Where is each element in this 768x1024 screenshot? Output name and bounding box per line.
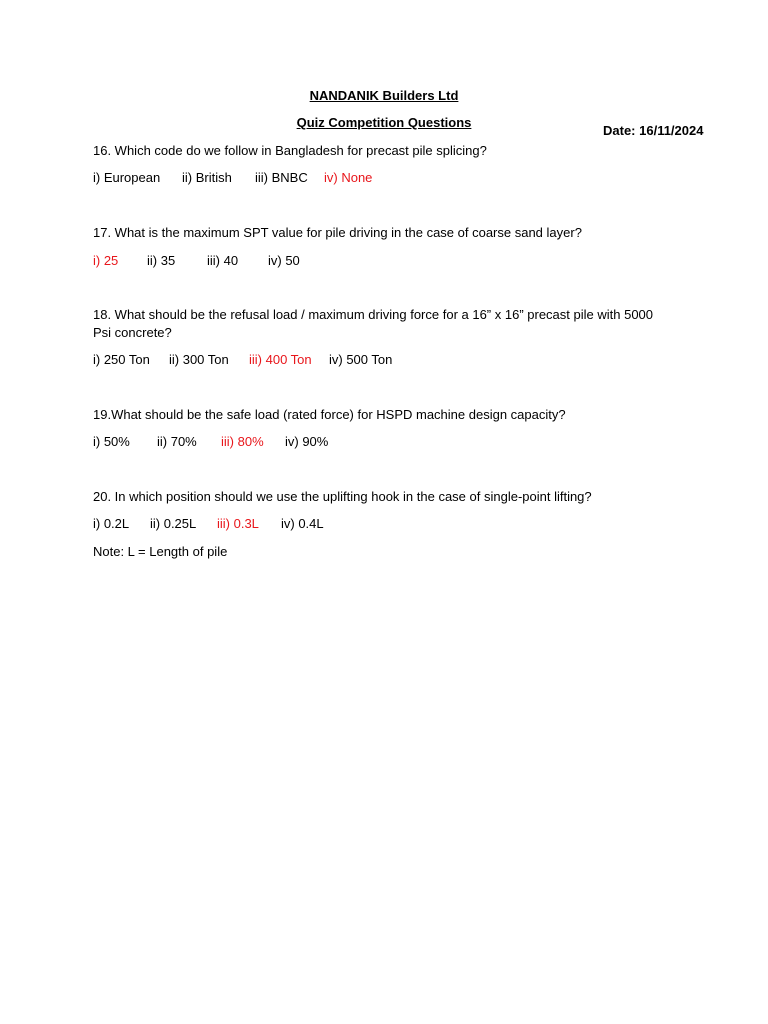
question-18: 18. What should be the refusal load / maximum driving force for a 16” x 16” precast pile with 5000 Psi concrete? — [93, 307, 654, 340]
q18-option-2: ii) 300 Ton — [169, 352, 229, 367]
q17-option-2: ii) 35 — [147, 253, 176, 268]
q20-option-2: ii) 0.25L — [150, 516, 197, 531]
question-19: 19.What should be the safe load (rated force) for HSPD machine design capacity? — [93, 407, 566, 422]
q16-option-3: iii) BNBC — [255, 170, 308, 185]
q17-option-1-correct: i) 25 — [93, 253, 119, 268]
q18-option-4: iv) 500 Ton — [329, 352, 393, 367]
question-20: 20. In which position should we use the uplifting hook in the case of single-point lifting? — [93, 489, 592, 504]
q19-option-3-correct: iii) 80% — [221, 434, 264, 449]
q20-option-4: iv) 0.4L — [281, 516, 324, 531]
company-name: NANDANIK Builders Ltd — [309, 88, 459, 103]
q19-option-4: iv) 90% — [285, 434, 329, 449]
q18-option-1: i) 250 Ton — [93, 352, 150, 367]
q16-option-1: i) European — [93, 170, 161, 185]
q17-option-4: iv) 50 — [268, 253, 300, 268]
q20-option-1: i) 0.2L — [93, 516, 130, 531]
q19-option-1: i) 50% — [93, 434, 130, 449]
question-17: 17. What is the maximum SPT value for pile driving in the case of coarse sand layer? — [93, 225, 582, 240]
question-16: 16. Which code do we follow in Bangladesh for precast pile splicing? — [93, 143, 487, 158]
q19-option-2: ii) 70% — [157, 434, 197, 449]
q16-option-4-correct: iv) None — [324, 170, 373, 185]
q17-option-3: iii) 40 — [207, 253, 239, 268]
quiz-date: Date: 16/11/2024 — [603, 123, 704, 138]
q20-option-3-correct: iii) 0.3L — [217, 516, 259, 531]
q16-option-2: ii) British — [182, 170, 232, 185]
quiz-title: Quiz Competition Questions — [296, 115, 472, 130]
note-text: Note: L = Length of pile — [93, 544, 228, 559]
q18-option-3-correct: iii) 400 Ton — [249, 352, 312, 367]
